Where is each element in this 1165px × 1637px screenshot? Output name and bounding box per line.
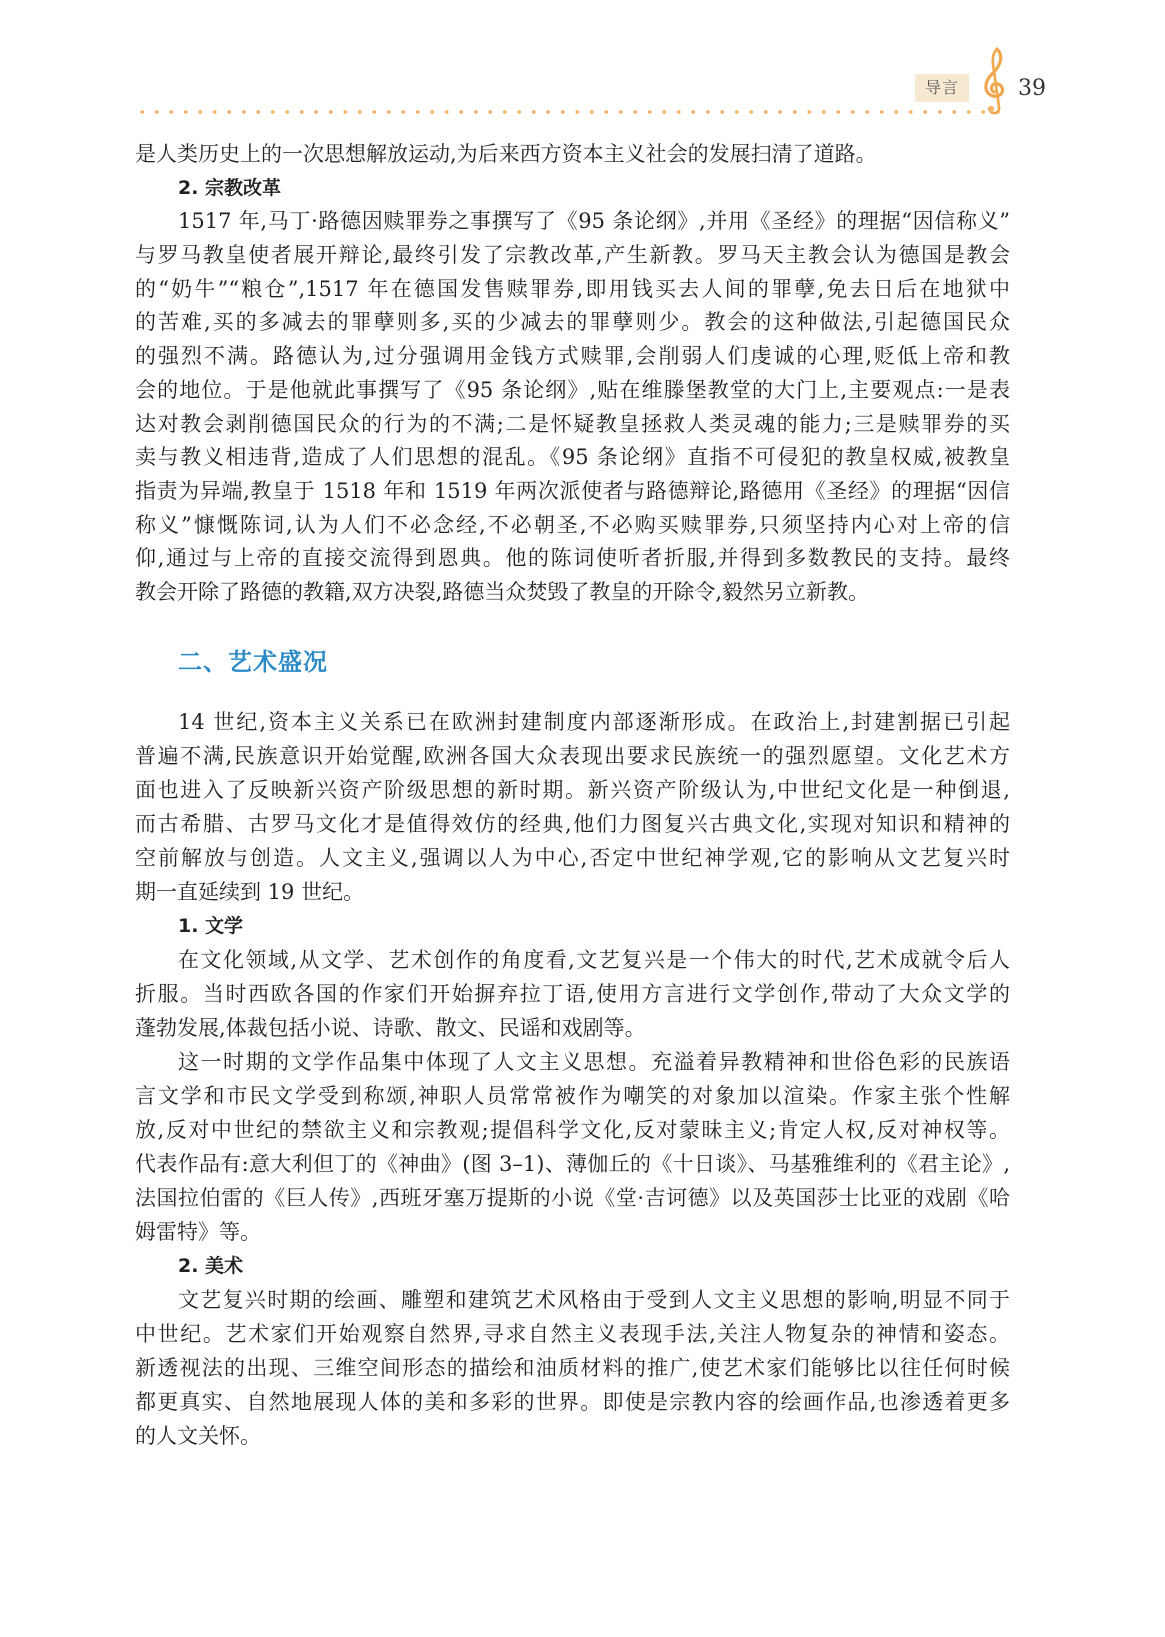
text-line: 面也进入了反映新兴资产阶级思想的新时期。新兴资产阶级认为,中世纪文化是一种倒退, — [135, 778, 1010, 802]
chapter-label: 导言 — [915, 74, 969, 102]
text-line: 期一直延续到 19 世纪。 — [135, 880, 365, 904]
text-line: 与罗马教皇使者展开辩论,最终引发了宗教改革,产生新教。罗马天主教会认为德国是教会 — [135, 243, 1010, 268]
text-line: 的人文关怀。 — [135, 1424, 261, 1448]
text-line: 中世纪。艺术家们开始观察自然界,寻求自然主义表现手法,关注人物复杂的神情和姿态。 — [135, 1322, 1010, 1346]
header-dotted-rule — [135, 109, 1003, 115]
text-line: 达对教会剥削德国民众的行为的不满;二是怀疑教皇拯救人类灵魂的能力;三是赎罪券的买 — [135, 411, 1010, 436]
text-line: 教会开除了路德的教籍,双方决裂,路德当众焚毁了教皇的开除令,毅然另立新教。 — [135, 579, 870, 604]
text-line: 法国拉伯雷的《巨人传》,西班牙塞万提斯的小说《堂·吉诃德》以及英国莎士比亚的戏剧《哈 — [135, 1186, 1010, 1210]
text-line: 的苦难,买的多减去的罪孽则多,买的少减去的罪孽则少。教会的这种做法,引起德国民众 — [135, 310, 1010, 335]
text-line: 代表作品有:意大利但丁的《神曲》(图 3–1)、薄伽丘的《十日谈》、马基雅维利的《君主论》, — [135, 1152, 1010, 1176]
text-line: 普遍不满,民族意识开始觉醒,欧洲各国大众表现出要求民族统一的强烈愿望。文化艺术方 — [135, 744, 1010, 768]
text-line: 仰,通过与上帝的直接交流得到恩典。他的陈词使听者折服,并得到多数教民的支持。最终 — [135, 546, 1010, 571]
text-line: 1517 年,马丁·路德因赎罪券之事撰写了《95 条论纲》,并用《圣经》的理据“因信称义” — [178, 209, 1010, 234]
text-line: 在文化领域,从文学、艺术创作的角度看,文艺复兴是一个伟大的时代,艺术成就令后人 — [178, 948, 1010, 972]
text-line: 放,反对中世纪的禁欲主义和宗教观;提倡科学文化,反对蒙昧主义;肯定人权,反对神权等。 — [135, 1118, 1010, 1142]
text-line: 空前解放与创造。人文主义,强调以人为中心,否定中世纪神学观,它的影响从文艺复兴时 — [135, 846, 1010, 870]
paragraph — [135, 705, 1010, 909]
text-line: 文艺复兴时期的绘画、雕塑和建筑艺术风格由于受到人文主义思想的影响,明显不同于 — [178, 1288, 1010, 1312]
subsection-heading-reformation: 2. 宗教改革 — [178, 176, 282, 199]
section-heading-art: 二、艺术盛况 — [178, 648, 328, 676]
paragraph — [135, 1045, 1010, 1249]
text-line: 卖与教义相违背,造成了人们思想的混乱。《95 条论纲》直指不可侵犯的教皇权威,被教皇 — [135, 445, 1010, 470]
subsection-heading-literature: 1. 文学 — [178, 915, 244, 937]
text-block-reformation — [135, 138, 1010, 610]
paragraph — [135, 1283, 1010, 1453]
text-line: 折服。当时西欧各国的作家们开始摒弃拉丁语,使用方言进行文学创作,带动了大众文学的 — [135, 982, 1010, 1006]
text-line: 14 世纪,资本主义关系已在欧洲封建制度内部逐渐形成。在政治上,封建割据已引起 — [178, 710, 1010, 734]
text-block-art — [135, 705, 1010, 1453]
paragraph — [135, 943, 1010, 1045]
text-line: 称义”慷慨陈词,认为人们不必念经,不必朝圣,不必购买赎罪券,只须坚持内心对上帝的信 — [135, 512, 1010, 537]
subsection-heading-fine-arts: 2. 美术 — [178, 1255, 244, 1277]
text-line: 而古希腊、古罗马文化才是值得效仿的经典,他们力图复兴古典文化,实现对知识和精神的 — [135, 812, 1010, 836]
page-number: 39 — [1018, 76, 1046, 101]
text-line: 姆雷特》等。 — [135, 1220, 261, 1244]
text-line: 新透视法的出现、三维空间形态的描绘和油质材料的推广,使艺术家们能够比以往任何时候 — [135, 1356, 1010, 1380]
text-line: 的强烈不满。路德认为,过分强调用金钱方式赎罪,会削弱人们虔诚的心理,贬低上帝和教 — [135, 344, 1010, 369]
text-line: 的“奶牛”“粮仓”,1517 年在德国发售赎罪券,即用钱买去人间的罪孽,免去日后在地狱中 — [135, 276, 1010, 301]
text-line: 言文学和市民文学受到称颂,神职人员常常被作为嘲笑的对象加以渲染。作家主张个性解 — [135, 1084, 1010, 1108]
text-line: 是人类历史上的一次思想解放运动,为后来西方资本主义社会的发展扫清了道路。 — [135, 142, 877, 166]
text-line: 这一时期的文学作品集中体现了人文主义思想。充溢着异教精神和世俗色彩的民族语 — [178, 1050, 1010, 1074]
text-line: 蓬勃发展,体裁包括小说、诗歌、散文、民谣和戏剧等。 — [135, 1016, 646, 1040]
text-line: 会的地位。于是他就此事撰写了《95 条论纲》,贴在维滕堡教堂的大门上,主要观点:一是表 — [135, 377, 1010, 402]
text-line: 都更真实、自然地展现人体的美和多彩的世界。即使是宗教内容的绘画作品,也渗透着更多 — [135, 1390, 1010, 1414]
paragraph — [135, 205, 1010, 609]
text-line: 指责为异端,教皇于 1518 年和 1519 年两次派使者与路德辩论,路德用《圣经》的理据“因信 — [135, 478, 1010, 503]
